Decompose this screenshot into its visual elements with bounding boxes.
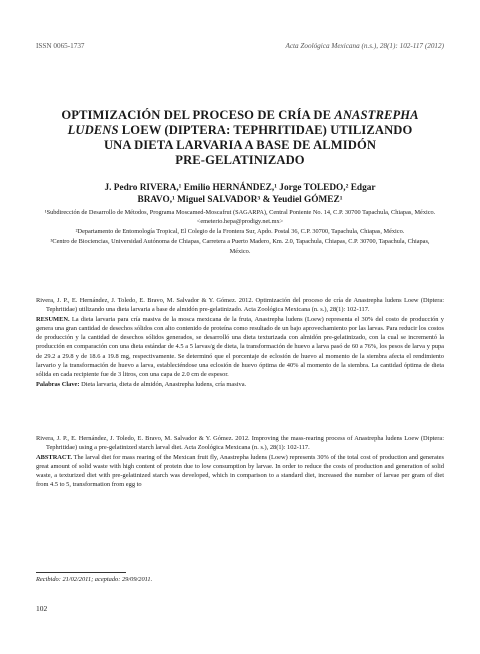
running-header bbox=[36, 42, 444, 50]
resumen-label: RESUMEN. bbox=[36, 315, 70, 323]
title-line4: PRE-GELATINIZADO bbox=[175, 153, 305, 167]
affiliation-1: ¹Subdirección de Desarrollo de Métodos, Programa Moscamed-Moscafrut (SAGARPA), Central Poniente No. 14, C.P. 30700 Tapachula, Chiapas, México. <emeterio.hepa@prodigy.net.mx> bbox=[44, 209, 436, 226]
spanish-abstract-block bbox=[36, 296, 444, 389]
keywords-paragraph bbox=[36, 380, 444, 389]
title-species: LUDENS bbox=[67, 123, 119, 137]
author-list bbox=[40, 182, 440, 206]
authors-line1: J. Pedro RIVERA,¹ Emilio HERNÁNDEZ,¹ Jorge TOLEDO,² Edgar bbox=[104, 183, 376, 193]
english-abstract-block bbox=[36, 434, 444, 490]
citation-spanish: Rivera, J. P., E. Hernández, J. Toledo, E. Bravo, M. Salvador & Y. Gómez. 2012. Optimización del proceso de cría de Anastrepha ludens Loew (Diptera: Tephritidae) utilizando una dieta larvaria a base de almidón pre-gelatinizado. Acta Zoológica Mexicana (n. s.), 28(1): 102-117. bbox=[36, 297, 444, 314]
keywords-label: Palabras Clave: bbox=[36, 380, 80, 388]
footnote-rule bbox=[36, 572, 126, 573]
resumen-paragraph bbox=[36, 315, 444, 380]
title-line2-text: LOEW (DIPTERA: TEPHRITIDAE) UTILIZANDO bbox=[118, 123, 413, 137]
title-line3: UNA DIETA LARVARIA A BASE DE ALMIDÓN bbox=[103, 138, 377, 152]
paper-title bbox=[40, 108, 440, 168]
title-genus: ANASTREPHA bbox=[334, 108, 419, 122]
issn: ISSN 0065-1737 bbox=[36, 42, 85, 50]
affiliation-2: ²Departamento de Entomología Tropical, El Colegio de la Frontera Sur, Apdo. Postal 36, C.P. 30700, Tapachula, Chiapas, México. bbox=[75, 228, 405, 236]
abstract-text: The larval diet for mass rearing of the Mexican fruit fly, Anastrepha ludens (Loew) represents 30% of the total cost of production and generates great amount of solid waste with high content of protein due to low consumption by larvae. In order to reduce the costs of production and generation of solid waste, a texturized diet with pre-gelatinized starch was developed, which in comparison to a standard diet, increased the number of larvae per gram of diet from 4.5 to 5, transformation from egg to bbox=[36, 453, 444, 489]
affiliation-3: ³Centro de Biociencias, Universidad Autónoma de Chiapas, Carretera a Puerto Madero, Km. 2.0, Tapachula, Chiapas, C.P. 30700, Tapachula, Chiapas, México. bbox=[50, 238, 430, 255]
keywords-text: Dieta larvaria, dieta de almidón, Anastrepha ludens, cría masiva. bbox=[79, 380, 247, 388]
title-line1-text: OPTIMIZACIÓN DEL PROCESO DE CRÍA DE bbox=[61, 108, 335, 122]
page-number: 102 bbox=[36, 604, 48, 613]
citation-english: Rivera, J. P., E. Hernández, J. Toledo, E. Bravo, M. Salvador & Y. Gómez. 2012. Improving the mass-rearing process of Anastrepha ludens Loew (Diptera: Tephritidae) using a pre-gelatinized starch larval diet. Acta Zoológica Mexicana (n. s.), 28(1): 102-117. bbox=[36, 435, 444, 452]
abstract-paragraph bbox=[36, 453, 444, 490]
affiliations bbox=[40, 208, 440, 257]
received-accepted-footnote: Recibido: 21/02/2011; aceptado: 29/09/2011. bbox=[36, 576, 153, 583]
journal-reference: Acta Zoológica Mexicana (n.s.), 28(1): 102-117 (2012) bbox=[285, 42, 444, 50]
resumen-text: La dieta larvaria para cría masiva de la mosca mexicana de la fruta, Anastrepha ludens (Loew) representa el 30% del costo de producción y genera una gran cantidad de desechos sólidos con alto contenido de proteína como resultado de un bajo aprovechamiento por las larvas. Para reducir los costos de producción y la cantidad de desechos sólidos generados, se desarrolló una dieta texturizada con almidón pre-gelatinizado, con la cual se incrementó la producción en comparación con una dieta estándar de 4.5 a 5 larvas/g de dieta, la transformación de huevo a larva pasó de 60 a 76%, los pesos de larva y pupa de 29.2 a 29.8 y de 18.6 a 19.8 mg, respectivamente. Se determinó que el porcentaje de eclosión de huevo al momento de la siembra afecta el rendimiento larvario y la transformación de huevo a larva, estableciéndose una eclosión de huevo óptima de 40% al momento de la siembra. La cantidad óptima de dieta sólida en cada recipiente fue de 3 litros, con una capa de 2.0 cm de espesor. bbox=[36, 315, 444, 379]
authors-line2: BRAVO,¹ Miguel SALVADOR³ & Yeudiel GÓMEZ¹ bbox=[137, 195, 343, 205]
abstract-label: ABSTRACT. bbox=[36, 453, 72, 461]
